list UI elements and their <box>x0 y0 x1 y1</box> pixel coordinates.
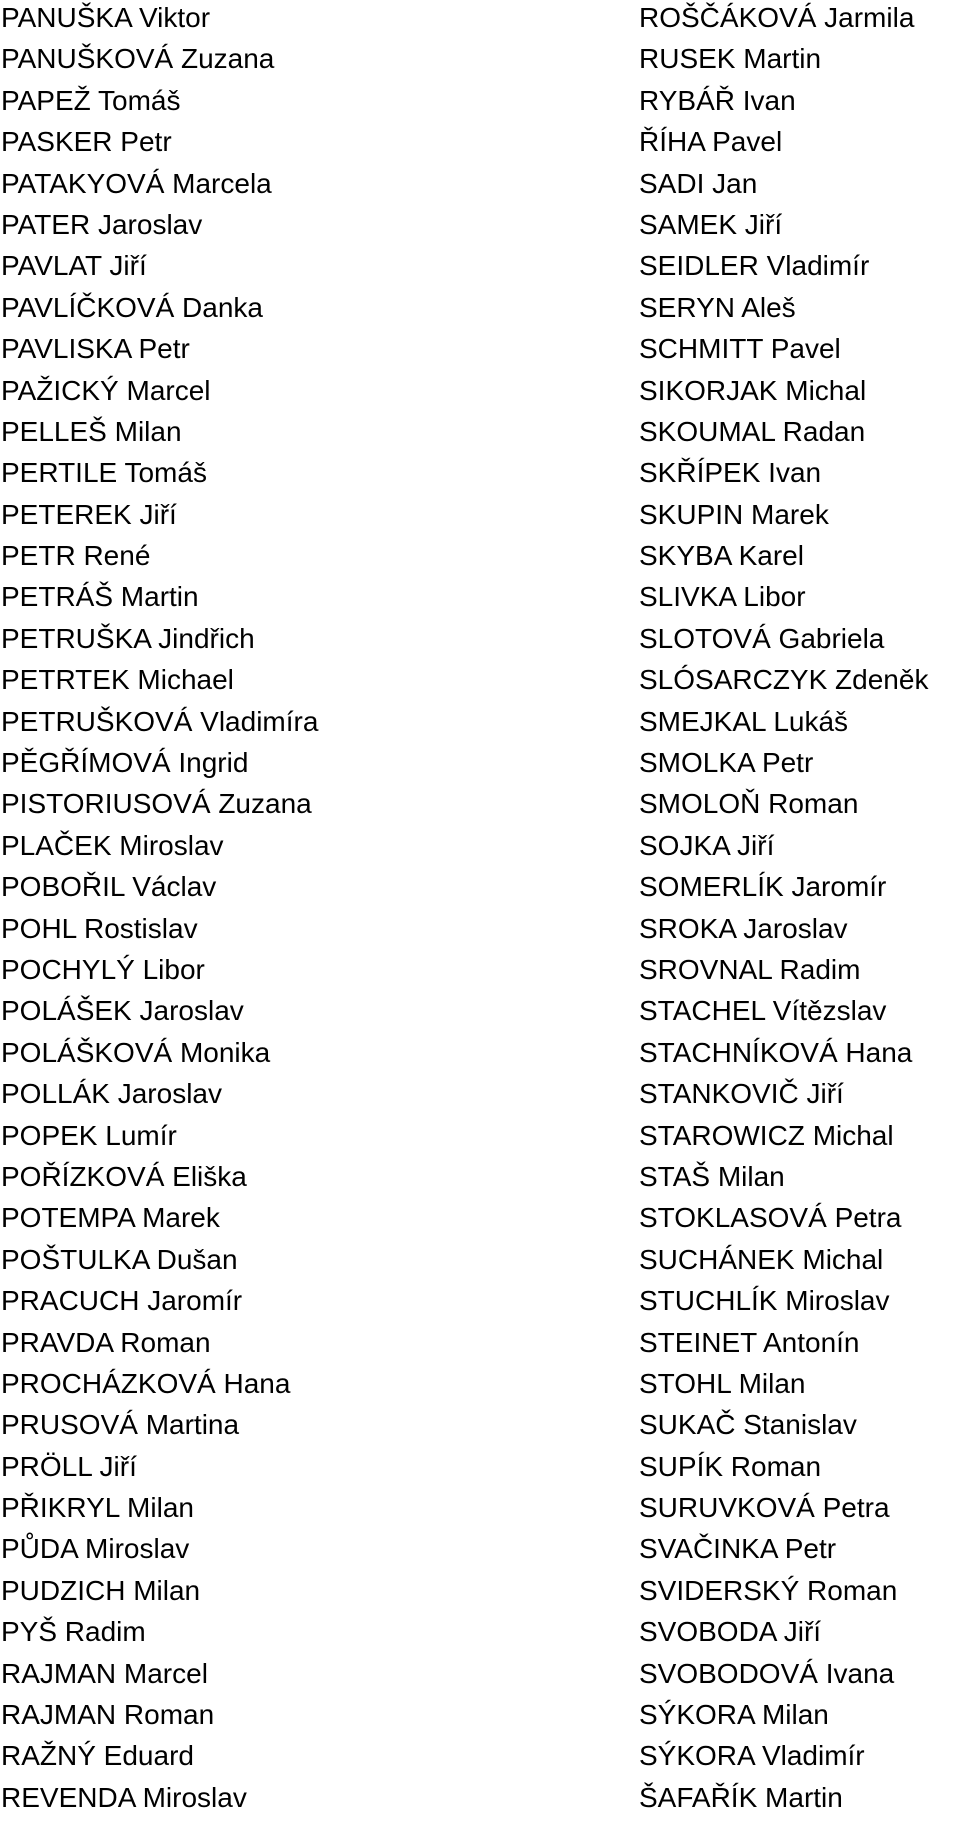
list-item: SROKA Jaroslav <box>639 912 848 944</box>
list-item: SERYN Aleš <box>639 291 796 323</box>
list-item: ŠAFAŘÍK Martin <box>639 1781 843 1813</box>
list-item: SÝKORA Vladimír <box>639 1740 865 1772</box>
list-item: RAJMAN Roman <box>1 1699 215 1731</box>
list-item: SLOTOVÁ Gabriela <box>639 622 885 654</box>
list-item: RUSEK Martin <box>639 43 822 75</box>
list-item: PYŠ Radim <box>1 1616 146 1648</box>
list-item: PLAČEK Miroslav <box>1 829 224 861</box>
list-item: STUCHLÍK Miroslav <box>639 1285 890 1317</box>
list-item: RAŽNÝ Eduard <box>1 1740 194 1772</box>
list-item: POHL Rostislav <box>1 912 198 944</box>
list-item: SVIDERSKÝ Roman <box>639 1574 898 1606</box>
list-item: SUCHÁNEK Michal <box>639 1243 884 1275</box>
list-item: PETRÁŠ Martin <box>1 581 199 613</box>
list-item: PETRTEK Michael <box>1 664 234 696</box>
list-item: SEIDLER Vladimír <box>639 250 870 282</box>
list-item: PUDZICH Milan <box>1 1574 201 1606</box>
list-item: PŮDA Miroslav <box>1 1533 190 1565</box>
name-list-left-column <box>1 0 621 1821</box>
list-item: SVAČINKA Petr <box>639 1533 837 1565</box>
list-item: SMOLKA Petr <box>639 747 814 779</box>
list-item: POŠTULKA Dušan <box>1 1243 238 1275</box>
list-item: PAVLAT Jiří <box>1 250 147 282</box>
list-item: SÝKORA Milan <box>639 1699 829 1731</box>
list-item: PROCHÁZKOVÁ Hana <box>1 1367 291 1399</box>
list-item: PRÖLL Jiří <box>1 1450 137 1482</box>
list-item: SMEJKAL Lukáš <box>639 705 849 737</box>
list-item: SLIVKA Libor <box>639 581 806 613</box>
list-item: POBOŘIL Václav <box>1 871 217 903</box>
list-item: SCHMITT Pavel <box>639 333 841 365</box>
list-item: POLLÁK Jaroslav <box>1 1078 222 1110</box>
list-item: STAŠ Milan <box>639 1160 785 1192</box>
list-item: SOMERLÍK Jaromír <box>639 871 887 903</box>
list-item: RYBÁŘ Ivan <box>639 84 796 116</box>
list-item: RAJMAN Marcel <box>1 1657 208 1689</box>
list-item: REVENDA Miroslav <box>1 1781 247 1813</box>
list-item: SVOBODOVÁ Ivana <box>639 1657 895 1689</box>
list-item: ŘÍHA Pavel <box>639 126 783 158</box>
list-item: PANUŠKA Viktor <box>1 2 211 33</box>
list-item: STOHL Milan <box>639 1367 806 1399</box>
list-item: STACHEL Vítězslav <box>639 995 887 1027</box>
list-item: POLÁŠEK Jaroslav <box>1 995 244 1027</box>
list-item: PETEREK Jiří <box>1 498 177 530</box>
list-item: STANKOVIČ Jiří <box>639 1078 844 1110</box>
list-item: SKYBA Karel <box>639 540 804 572</box>
name-list-right-column <box>639 0 960 1821</box>
list-item: PAVLÍČKOVÁ Danka <box>1 291 263 323</box>
list-item: PETRUŠKOVÁ Vladimíra <box>1 705 319 737</box>
list-item: PAPEŽ Tomáš <box>1 84 181 116</box>
list-item: POŘÍZKOVÁ Eliška <box>1 1160 247 1192</box>
list-item: PŘIKRYL Milan <box>1 1492 194 1524</box>
list-item: SKŘÍPEK Ivan <box>639 457 822 489</box>
list-item: PĚGŘÍMOVÁ Ingrid <box>1 747 249 779</box>
list-item: SLÓSARCZYK Zdeněk <box>639 664 929 696</box>
list-item: SAMEK Jiří <box>639 208 783 240</box>
list-item: PELLEŠ Milan <box>1 415 182 447</box>
list-item: POTEMPA Marek <box>1 1202 220 1234</box>
list-item: ROŠČÁKOVÁ Jarmila <box>639 2 915 33</box>
list-item: PRACUCH Jaromír <box>1 1285 243 1317</box>
list-item: PISTORIUSOVÁ Zuzana <box>1 788 312 820</box>
list-item: PATAKYOVÁ Marcela <box>1 167 272 199</box>
list-item: SUKAČ Stanislav <box>639 1409 857 1441</box>
list-item: SIKORJAK Michal <box>639 374 867 406</box>
list-item: PATER Jaroslav <box>1 208 203 240</box>
list-item: STOKLASOVÁ Petra <box>639 1202 902 1234</box>
list-item: SMOLOŇ Roman <box>639 788 859 820</box>
list-item: SURUVKOVÁ Petra <box>639 1492 890 1524</box>
list-item: SVOBODA Jiří <box>639 1616 822 1648</box>
list-item: POLÁŠKOVÁ Monika <box>1 1036 271 1068</box>
list-item: SROVNAL Radim <box>639 953 861 985</box>
list-item: SUPÍK Roman <box>639 1450 822 1482</box>
list-item: PETRUŠKA Jindřich <box>1 622 255 654</box>
list-item: PANUŠKOVÁ Zuzana <box>1 43 275 75</box>
list-item: PAVLISKA Petr <box>1 333 190 365</box>
list-item: PERTILE Tomáš <box>1 457 207 489</box>
list-item: PAŽICKÝ Marcel <box>1 374 211 406</box>
list-item: STACHNÍKOVÁ Hana <box>639 1036 913 1068</box>
list-item: PASKER Petr <box>1 126 172 158</box>
list-item: SADI Jan <box>639 167 758 199</box>
list-item: POCHYLÝ Libor <box>1 953 205 985</box>
list-item: PRUSOVÁ Martina <box>1 1409 240 1441</box>
list-item: SKOUMAL Radan <box>639 415 866 447</box>
list-item: PRAVDA Roman <box>1 1326 211 1358</box>
list-item: PETR René <box>1 540 151 572</box>
list-item: STEINET Antonín <box>639 1326 860 1358</box>
list-item: POPEK Lumír <box>1 1119 177 1151</box>
list-item: SKUPIN Marek <box>639 498 829 530</box>
list-item: STAROWICZ Michal <box>639 1119 894 1151</box>
list-item: SOJKA Jiří <box>639 829 775 861</box>
